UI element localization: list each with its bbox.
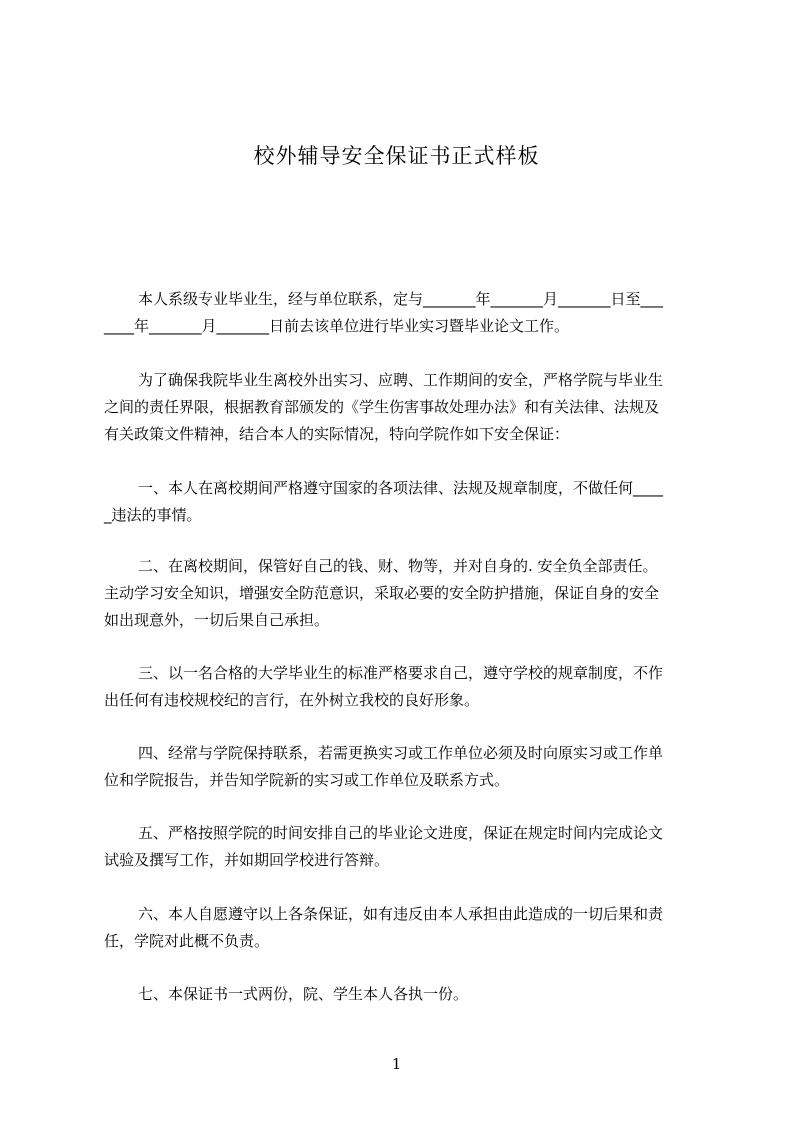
paragraph-line: 五、严格按照学院的时间安排自己的毕业论文进度，保证在规定时间内完成论文	[138, 824, 664, 842]
paragraph-clause-4	[104, 740, 698, 794]
paragraph-line: 三、以一名合格的大学毕业生的标准严格要求自己，遵守学校的规章制度，不作	[138, 664, 664, 682]
paragraph-line: 主动学习安全知识，增强安全防范意识，采取必要的安全防护措施，保证自身的安全	[104, 584, 660, 602]
paragraph-clause-6	[104, 901, 698, 955]
paragraph-line: 试验及撰写工作，并如期回学校进行答辩。	[104, 851, 390, 869]
paragraph-line: 位和学院报告，并告知学院新的实习或工作单位及联系方式。	[104, 771, 510, 789]
paragraph-clause-3	[104, 660, 698, 714]
paragraph-line: 一、本人在离校期间严格遵守国家的各项法律、法规及规章制度，不做任何____	[138, 479, 664, 497]
paragraph-clause-1	[104, 475, 698, 529]
paragraph-line: 如出现意外，一切后果自己承担。	[104, 611, 330, 629]
paragraph-line: ____年_______月_______日前去该单位进行毕业实习暨毕业论文工作。	[104, 317, 570, 335]
paragraph-line: 任，学院对此概不负责。	[104, 932, 270, 950]
paragraph-clause-7	[104, 981, 698, 1008]
paragraph-line: _违法的事情。	[104, 506, 202, 524]
paragraph-line: 七、本保证书一式两份，院、学生本人各执一份。	[138, 985, 469, 1003]
paragraph-line: 四、经常与学院保持联系，若需更换实习或工作单位必须及时向原实习或工作单	[138, 744, 664, 762]
page-number: 1	[391, 1055, 402, 1073]
paragraph-intro	[104, 286, 698, 340]
paragraph-line: 二、在离校期间，保管好自己的钱、财、物等，并对自身的. 安全负全部责任。	[138, 557, 658, 575]
paragraph-line: 本人系级专业毕业生，经与单位联系，定与_______年_______月_______日至___	[138, 290, 664, 308]
paragraph-line: 有关政策文件精神，结合本人的实际情况，特向学院作如下安全保证：	[104, 425, 570, 443]
paragraph-clause-2	[104, 553, 698, 634]
paragraph-line: 之间的责任界限，根据教育部颁发的《学生伤害事故处理办法》和有关法律、法规及	[104, 398, 660, 416]
paragraph-line: 六、本人自愿遵守以上各条保证，如有违反由本人承担由此造成的一切后果和责	[138, 905, 664, 923]
paragraph-line: 出任何有违校规校纪的言行，在外树立我校的良好形象。	[104, 691, 480, 709]
paragraph-clause-5	[104, 820, 698, 874]
paragraph-line: 为了确保我院毕业生离校外出实习、应聘、工作期间的安全，严格学院与毕业生	[138, 371, 664, 389]
paragraph-purpose	[104, 367, 698, 448]
page-title: 校外辅导安全保证书正式样板	[253, 144, 540, 168]
